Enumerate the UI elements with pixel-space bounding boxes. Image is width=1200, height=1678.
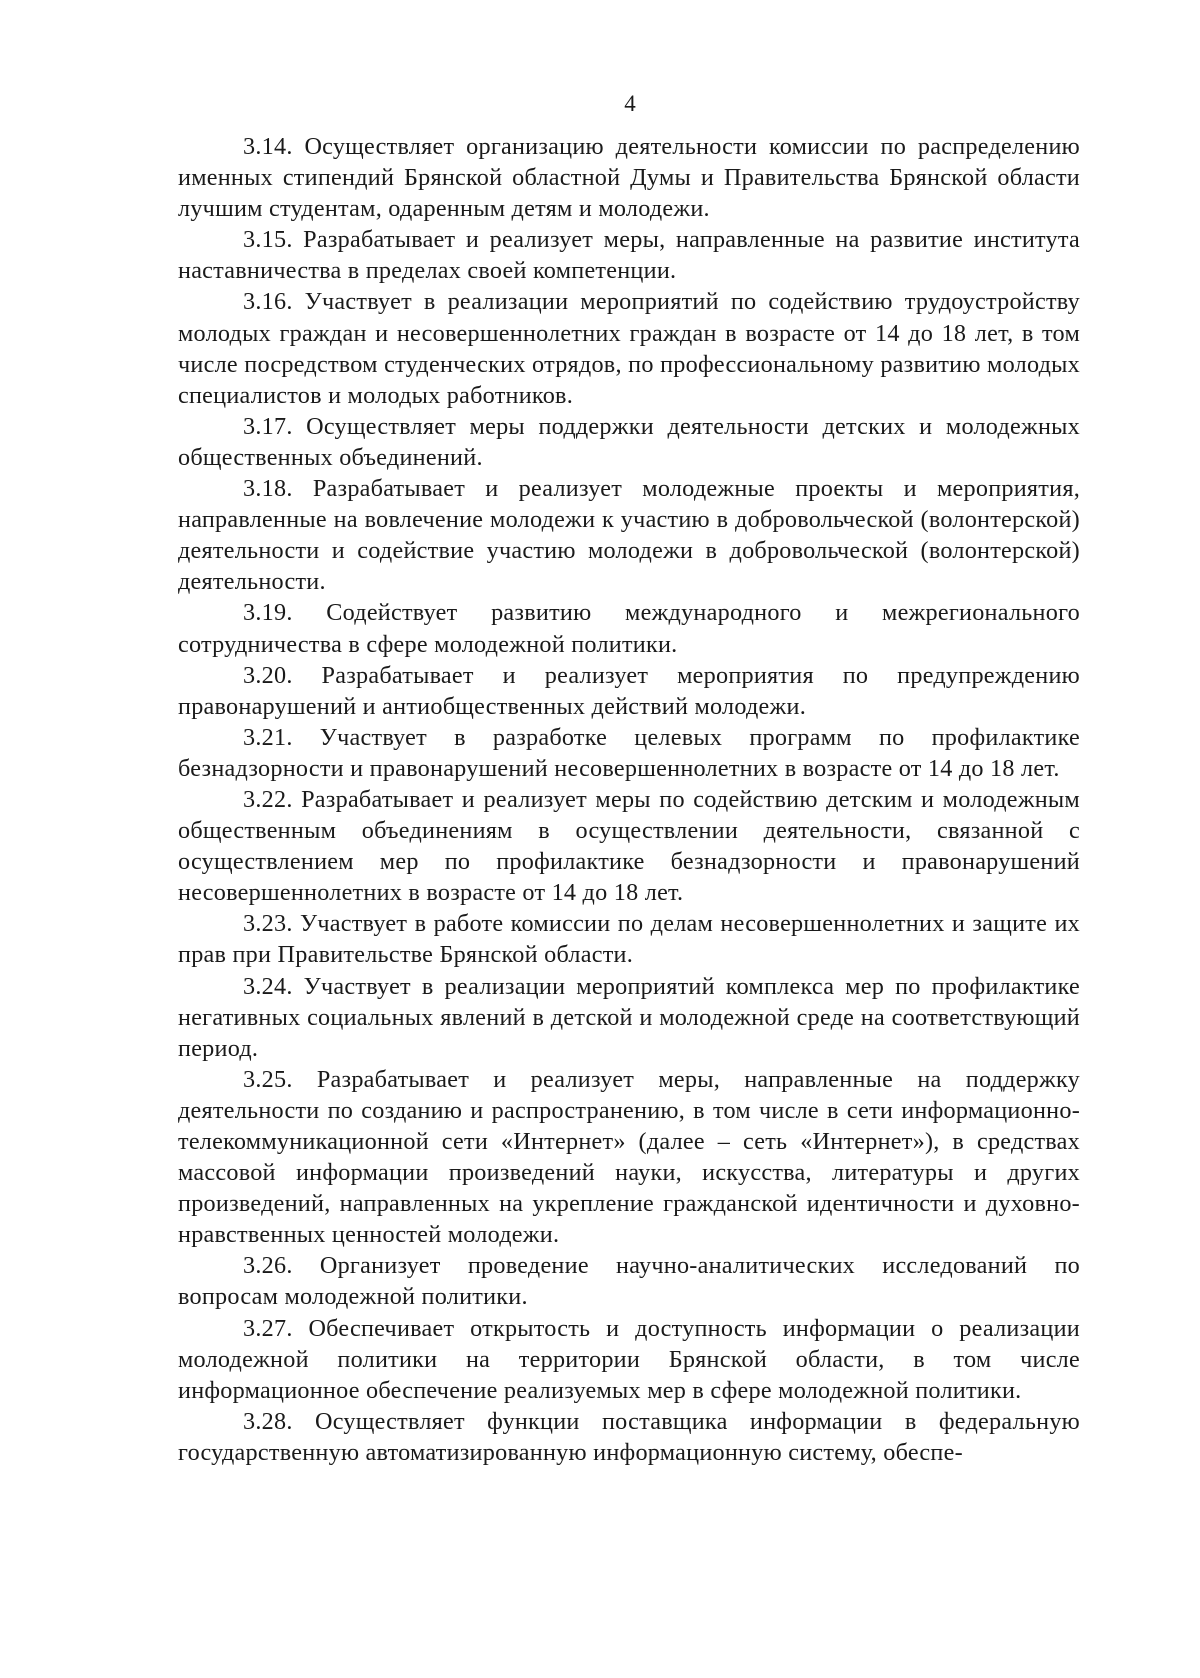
clause-3-23: 3.23. Участвует в работе комиссии по делам несовершеннолетних и защите их прав при Правительстве Брянской области. — [178, 910, 1080, 969]
clause-3-28: 3.28. Осуществляет функции поставщика информации в федеральную государственную автоматизированную информационную систему, обеспе- — [178, 1407, 1080, 1466]
clause-3-20: 3.20. Разрабатывает и реализует мероприятия по предупреждению правонарушений и антиобщественных действий молодежи. — [178, 661, 1080, 720]
clause-3-27: 3.27. Обеспечивает открытость и доступность информации о реализации молодежной политики на территории Брянской области, в том числе информационное обеспечение реализуемых мер в сфере молодежной политики. — [178, 1314, 1080, 1404]
clause-3-25: 3.25. Разрабатывает и реализует меры, направленные на поддержку деятельности по созданию и распространению, в том числе в сети информационно-телекоммуникационной сети «Интернет» (далее – сеть «Интернет»), в средствах массовой информации произведений науки, искусства, литературы и других произведений, направленных на укрепление гражданской идентичности и духовно-нравственных ценностей молодежи. — [178, 1065, 1080, 1249]
clause-3-17: 3.17. Осуществляет меры поддержки деятельности детских и молодежных общественных объединений. — [178, 412, 1080, 471]
clause-3-22: 3.22. Разрабатывает и реализует меры по содействию детским и молодежным общественным объединениям в осуществлении деятельности, связанной с осуществлением мер по профилактике безнадзорности и правонарушений несовершеннолетних в возрасте от 14 до 18 лет. — [178, 785, 1080, 907]
clause-3-15: 3.15. Разрабатывает и реализует меры, направленные на развитие института наставничества в пределах своей компетенции. — [178, 226, 1080, 285]
page-number: 4 — [624, 91, 636, 116]
clause-3-14: 3.14. Осуществляет организацию деятельности комиссии по распределению именных стипендий Брянской областной Думы и Правительства Брянской области лучшим студентам, одаренным детям и молодежи. — [178, 133, 1080, 223]
clause-3-16: 3.16. Участвует в реализации мероприятий по содействию трудоустройству молодых граждан и несовершеннолетних граждан в возрасте от 14 до 18 лет, в том числе посредством студенческих отрядов, по профессиональному развитию молодых специалистов и молодых работников. — [178, 288, 1080, 409]
clause-3-19: 3.19. Содействует развитию международного и межрегионального сотрудничества в сфере молодежной политики. — [178, 599, 1080, 658]
clause-3-26: 3.26. Организует проведение научно-аналитических исследований по вопросам молодежной политики. — [178, 1252, 1080, 1311]
clause-3-24: 3.24. Участвует в реализации мероприятий комплекса мер по профилактике негативных социальных явлений в детской и молодежной среде на соответствующий период. — [178, 972, 1080, 1062]
clause-3-18: 3.18. Разрабатывает и реализует молодежные проекты и мероприятия, направленные на вовлечение молодежи к участию в добровольческой (волонтерской) деятельности и содействие участию молодежи в добровольческой (волонтерской) деятельности. — [178, 475, 1080, 596]
document-body — [178, 131, 1080, 1468]
clause-3-21: 3.21. Участвует в разработке целевых программ по профилактике безнадзорности и правонарушений несовершеннолетних в возрасте от 14 до 18 лет. — [178, 723, 1080, 782]
